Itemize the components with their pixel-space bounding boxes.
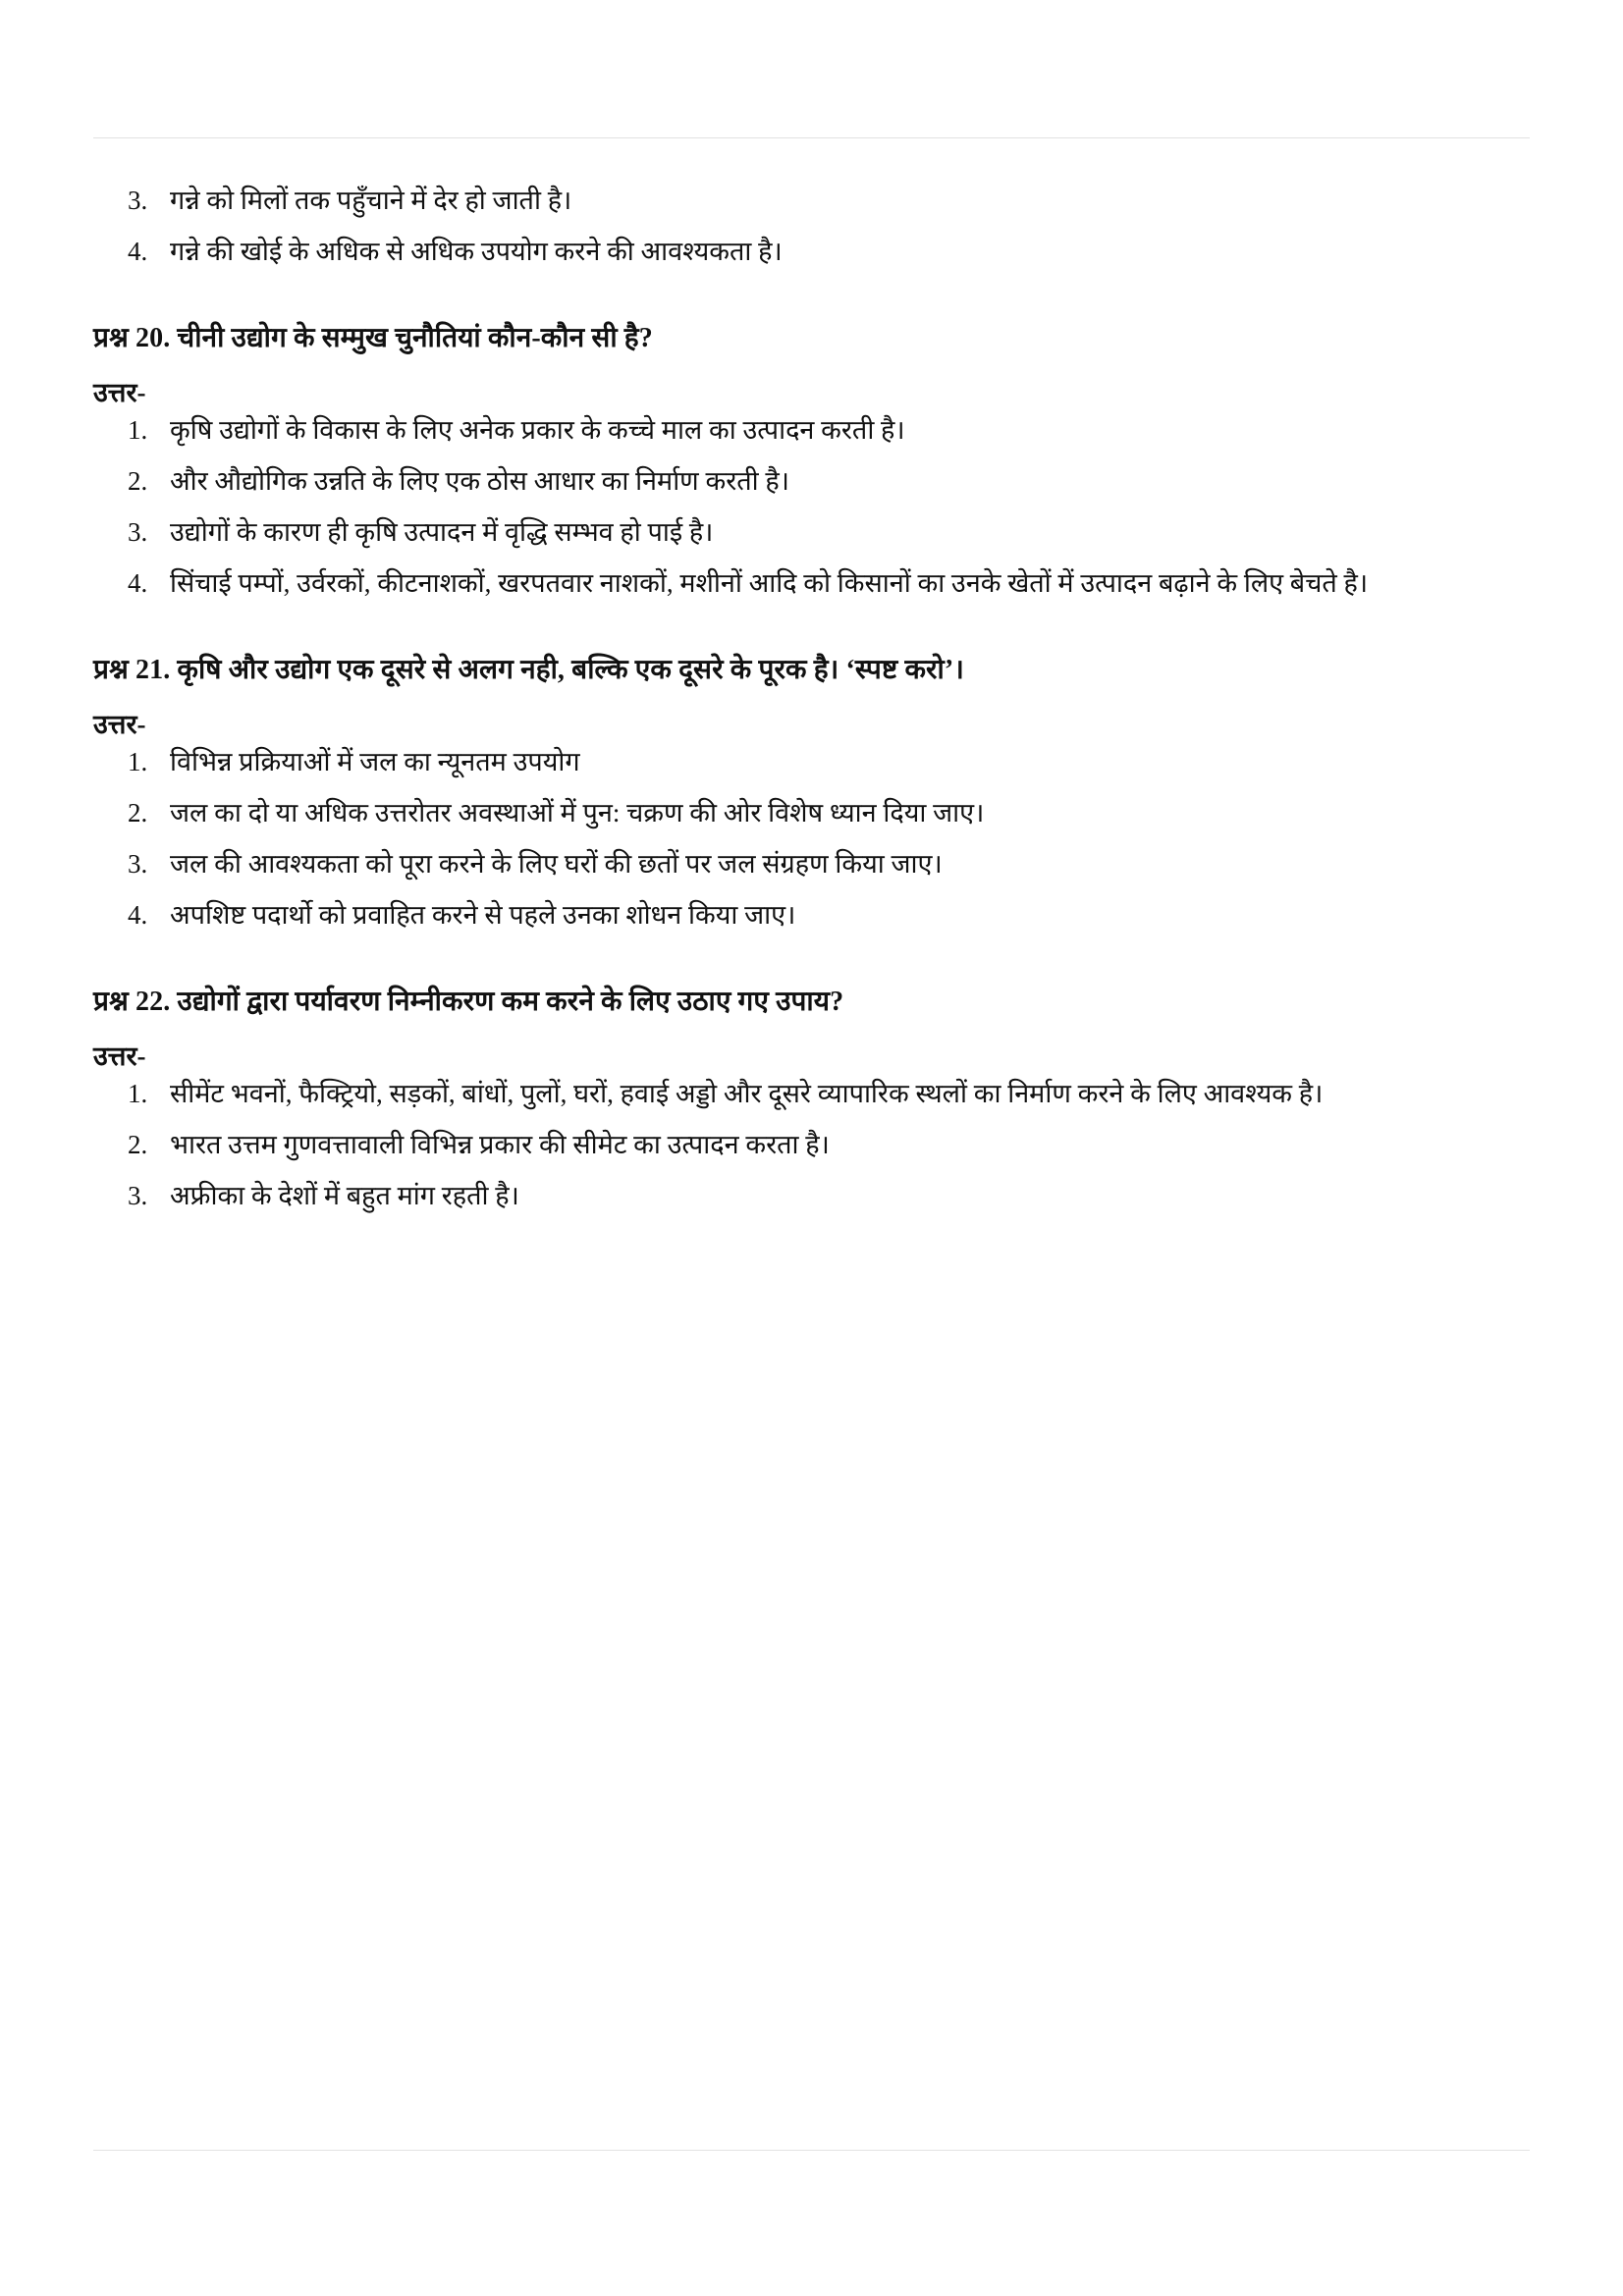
list-item: 3. उद्योगों के कारण ही कृषि उत्पादन में वृद्धि सम्भव हो पाई है।	[154, 511, 1530, 555]
list-item: 2. भारत उत्तम गुणवत्तावाली विभिन्न प्रकार की सीमेट का उत्पादन करता है।	[154, 1124, 1530, 1167]
list-item: 4. गन्ने की खोई के अधिक से अधिक उपयोग करने की आवश्यकता है।	[154, 231, 1530, 274]
question-heading-21: प्रश्न 21. कृषि और उद्योग एक दूसरे से अलग नही, बल्कि एक दूसरे के पूरक है। ‘स्पष्ट करो’।	[93, 655, 964, 686]
list-item: 2. जल का दो या अधिक उत्तरोतर अवस्थाओं में पुन: चक्रण की ओर विशेष ध्यान दिया जाए।	[154, 792, 1530, 835]
header-divider	[93, 137, 1530, 138]
list-item: 4. अपशिष्ट पदार्थो को प्रवाहित करने से पहले उनका शोधन किया जाए।	[154, 894, 1530, 937]
answer-list-21	[93, 741, 1530, 936]
answer-label-20: उत्तर-	[93, 378, 146, 408]
list-item: 3. जल की आवश्यकता को पूरा करने के लिए घरों की छतों पर जल संग्रहण किया जाए।	[154, 843, 1530, 886]
answer-list-20	[93, 409, 1530, 605]
question-heading-22: प्रश्न 22. उद्योगों द्वारा पर्यावरण निम्नीकरण कम करने के लिए उठाए गए उपाय?	[93, 987, 844, 1018]
document-body	[93, 0, 1530, 1218]
list-item: 1. कृषि उद्योगों के विकास के लिए अनेक प्रकार के कच्चे माल का उत्पादन करती है।	[154, 409, 1530, 453]
answer-label-21: उत्तर-	[93, 710, 146, 740]
answer-label-22: उत्तर-	[93, 1041, 146, 1072]
list-item: 1. विभिन्न प्रक्रियाओं में जल का न्यूनतम उपयोग	[154, 741, 1530, 784]
continued-list	[93, 180, 1530, 273]
answer-list-22	[93, 1073, 1530, 1217]
list-item: 3. गन्ने को मिलों तक पहुँचाने में देर हो जाती है।	[154, 180, 1530, 223]
list-item: 4. सिंचाई पम्पों, उर्वरकों, कीटनाशकों, खरपतवार नाशकों, मशीनों आदि को किसानों का उनके खेतों में उत्पादन बढ़ाने के लिए बेचते है।	[154, 562, 1530, 606]
list-item: 2. और औद्योगिक उन्नति के लिए एक ठोस आधार का निर्माण करती है।	[154, 460, 1530, 504]
list-item: 3. अफ्रीका के देशों में बहुत मांग रहती है।	[154, 1175, 1530, 1218]
question-heading-20: प्रश्न 20. चीनी उद्योग के सम्मुख चुनौतियां कौन-कौन सी है?	[93, 323, 653, 354]
footer-divider	[93, 2150, 1530, 2151]
list-item: 1. सीमेंट भवनों, फैक्ट्रियो, सड़कों, बांधों, पुलों, घरों, हवाई अड्डो और दूसरे व्यापारिक स्थलों का निर्माण करने के लिए आवश्यक है।	[154, 1073, 1530, 1116]
